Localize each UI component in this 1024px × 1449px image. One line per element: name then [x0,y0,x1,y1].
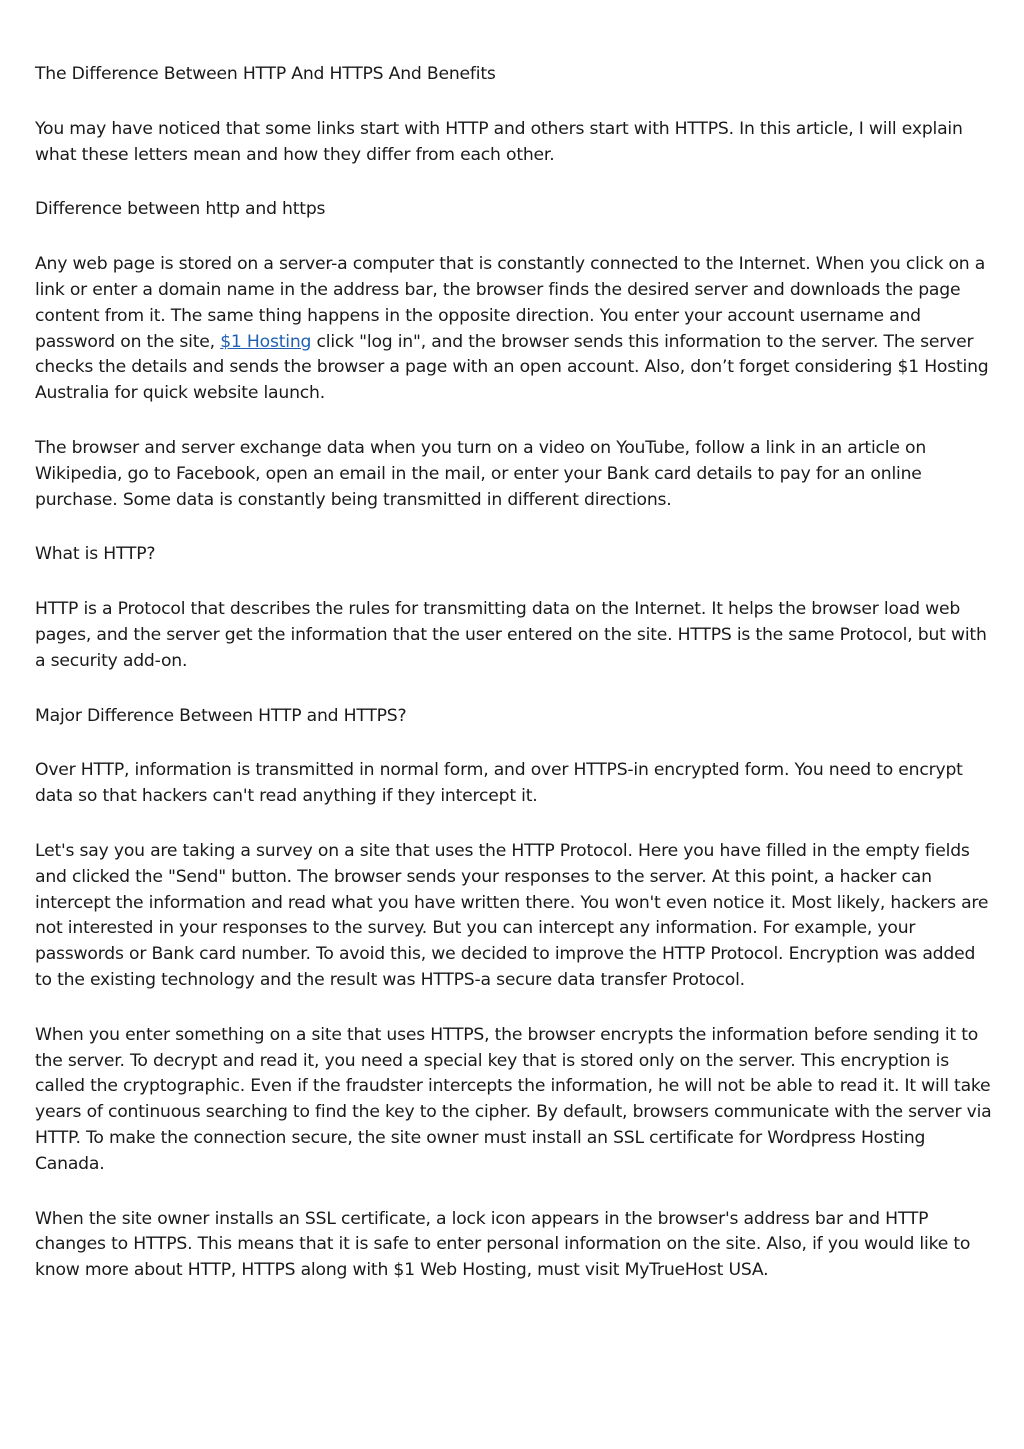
hosting-link[interactable]: $1 Hosting [220,331,312,352]
paragraph-survey-example: Let's say you are taking a survey on a site that uses the HTTP Protocol. Here you have filled in the empty fields and clicked the "Send" button. The browser sends your responses to the server. At this point, a hacker can intercept the information and read what you have written there. You won't even notice it. Most likely, hackers are not interested in your responses to the survey. But you can intercept any information. For example, your passwords or Bank card number. To avoid this, we decided to improve the HTTP Protocol. Encryption was added to the existing technology and the result was HTTPS-a secure data transfer Protocol. [35,840,989,990]
paragraph-server-explanation [35,252,995,407]
section-heading-difference: Difference between http and https [35,199,326,220]
document-body [35,62,995,1313]
paragraph-http-definition: HTTP is a Protocol that describes the rules for transmitting data on the Internet. It helps the browser load web pages, and the server get the information that the user entered on the site. HTTPS is the same Protocol, but with a security add-on. [35,599,987,671]
section-heading-major-difference: Major Difference Between HTTP and HTTPS? [35,705,407,726]
intro-paragraph: You may have noticed that some links start with HTTP and others start with HTTPS. In this article, I will explain what these letters mean and how they differ from each other. [35,118,963,165]
paragraph-data-exchange: The browser and server exchange data when you turn on a video on YouTube, follow a link in an article on Wikipedia, go to Facebook, open an email in the mail, or enter your Bank card details to pay for an online purchase. Some data is constantly being transmitted in different directions. [35,437,927,510]
paragraph-text-before-link: Any web page is stored on a server-a computer that is constantly connected to the Internet. When you click on a link or enter a domain name in the address bar, the browser finds the desired server and downloads the page content from it. The same thing happens in the opposite direction. You enter your account username and password on the site, [35,254,986,352]
document-title: The Difference Between HTTP And HTTPS And Benefits [35,64,496,84]
paragraph-text-after-link: click "log in", and the browser sends this information to the server. The server checks the details and sends the browser a page with an open account. Also, don’t forget considering $1 Hosting Australia for quick website launch. [35,331,989,404]
paragraph-encryption: Over HTTP, information is transmitted in normal form, and over HTTPS-in encrypted form. You need to encrypt data so that hackers can't read anything if they intercept it. [35,760,963,807]
paragraph-ssl-certificate: When the site owner installs an SSL certificate, a lock icon appears in the browser's address bar and HTTP changes to HTTPS. This means that it is safe to enter personal information on the site. Also, if you would like to know more about HTTP, HTTPS along with $1 Web Hosting, must visit MyTrueHost USA. [35,1208,971,1281]
section-heading-what-is-http: What is HTTP? [35,544,156,565]
paragraph-https-encryption: When you enter something on a site that uses HTTPS, the browser encrypts the information before sending it to the server. To decrypt and read it, you need a special key that is stored only on the server. This encryption is called the cryptographic. Even if the fraudster intercepts the information, he will not be able to read it. It will take years of continuous searching to find the key to the cipher. By default, browsers communicate with the server via HTTP. To make the connection secure, the site owner must install an SSL certificate for Wordpress Hosting Canada. [35,1024,992,1174]
